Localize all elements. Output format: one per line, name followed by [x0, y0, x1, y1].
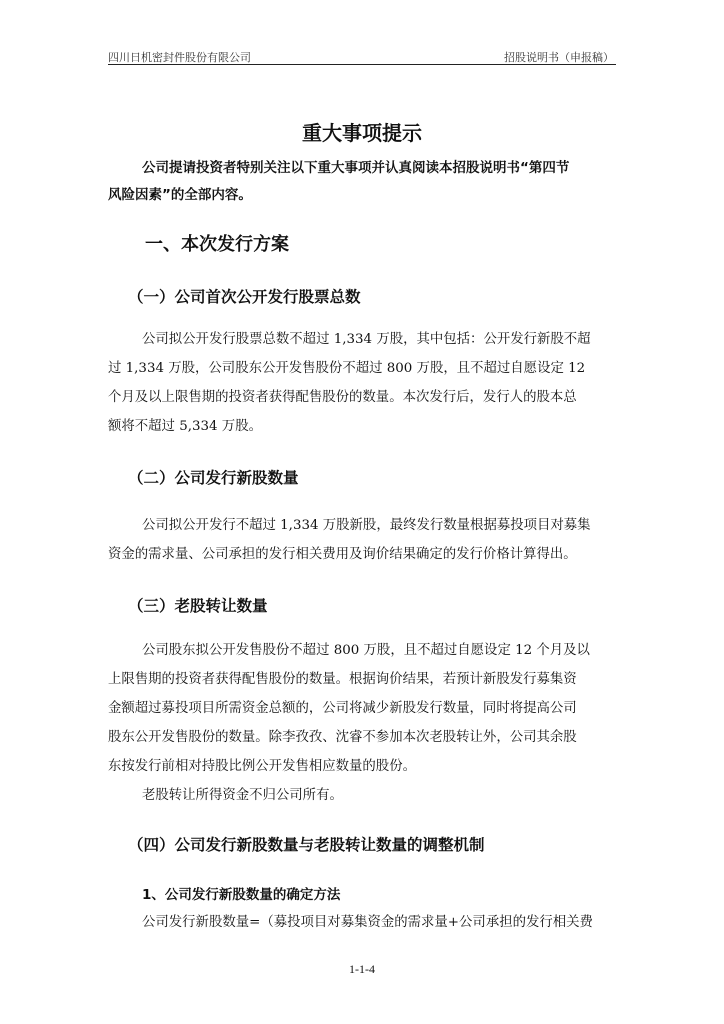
section-heading-issuance-plan: 一、本次发行方案: [145, 234, 289, 255]
paragraph-line: 股东公开发售股份的数量。除李孜孜、沈睿不参加本次老股转让外，公司其余股: [108, 730, 577, 745]
item-heading-new-share-method: 1、公司发行新股数量的确定方法: [142, 887, 341, 903]
page-number: 1-1-4: [349, 962, 375, 976]
page-header: [108, 48, 616, 65]
paragraph-line: 个月及以上限售期的投资者获得配售股份的数量。本次发行后，发行人的股本总: [108, 390, 577, 405]
paragraph-line: 上限售期的投资者获得配售股份的数量。根据询价结果，若预计新股发行募集资: [108, 672, 577, 687]
page-title: 重大事项提示: [302, 121, 422, 145]
subsection-heading-old-share-transfer: （三）老股转让数量: [128, 597, 268, 615]
paragraph-line: 金额超过募投项目所需资金总额的，公司将减少新股发行数量，同时将提高公司: [108, 701, 577, 716]
paragraph-line: 公司拟公开发行股票总数不超过 1,334 万股，其中包括：公开发行新股不超: [142, 332, 591, 347]
subsection-heading-total-shares: （一）公司首次公开发行股票总数: [128, 288, 361, 306]
paragraph-line: 公司股东拟公开发售股份不超过 800 万股，且不超过自愿设定 12 个月及以: [142, 643, 590, 658]
header-company-name: 四川日机密封件股份有限公司: [108, 51, 251, 64]
subsection-heading-adjustment-mechanism: （四）公司发行新股数量与老股转让数量的调整机制: [128, 836, 485, 854]
paragraph-line: 公司拟公开发行不超过 1,334 万股新股，最终发行数量根据募投项目对募集: [142, 518, 591, 533]
intro-line-1: 公司提请投资者特别关注以下重大事项并认真阅读本招股说明书“第四节: [142, 160, 570, 176]
header-document-type: 招股说明书（申报稿）: [504, 51, 614, 64]
subsection-heading-new-shares: （二）公司发行新股数量: [128, 469, 299, 487]
paragraph-line: 额将不超过 5,334 万股。: [108, 419, 262, 434]
paragraph-line: 过 1,334 万股，公司股东公开发售股份不超过 800 万股，且不超过自愿设定 12: [108, 361, 586, 376]
paragraph-line: 老股转让所得资金不归公司所有。: [142, 788, 343, 803]
paragraph-line: 东按发行前相对持股比例公开发售相应数量的股份。: [108, 759, 416, 774]
paragraph-line: 公司发行新股数量=（募投项目对募集资金的需求量+公司承担的发行相关费: [142, 915, 593, 930]
paragraph-line: 资金的需求量、公司承担的发行相关费用及询价结果确定的发行价格计算得出。: [108, 547, 577, 562]
intro-line-2: 风险因素”的全部内容。: [108, 187, 252, 203]
